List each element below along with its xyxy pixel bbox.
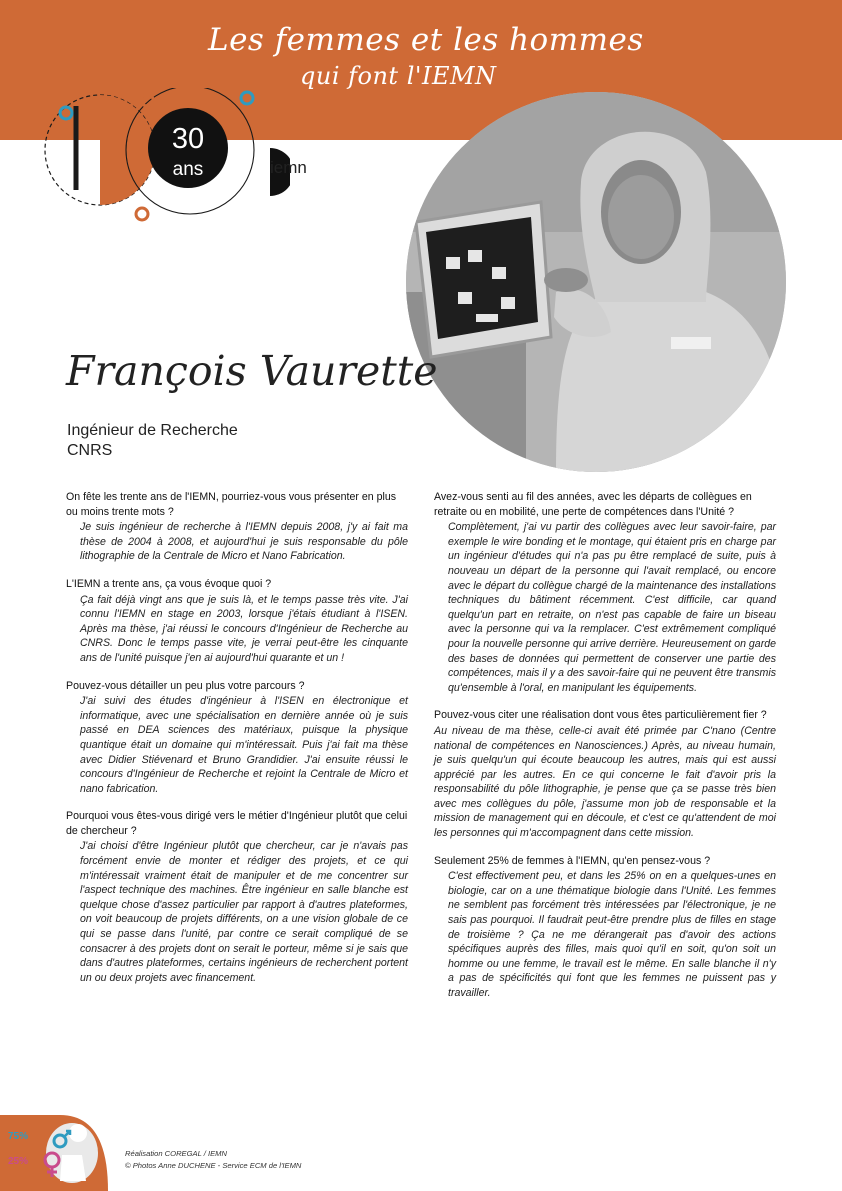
stat-women: 25%: [8, 1156, 29, 1167]
answer: J'ai suivi des études d'ingénieur à l'ISEN en électronique et informatique, avec une spécialisation en dernière année où je suis passé en DEA sciences des matériaux, puisque la physique quantique était un domaine qui m'intéressait. Puis j'ai fait ma thèse avec Didier Stiévenard et Bruno Grandidier. J'ai ensuite réussi le concours d'Ingénieur de Recherche et rejoint la Centrale de Micro et nano fabrication.: [80, 695, 408, 795]
answer: J'ai choisi d'être Ingénieur plutôt que chercheur, car je n'avais pas forcément envie de monter et rédiger des projets, et ce qui m'intéressait vraiment était de manipuler et de me concentrer sur l'aspect technique des machines. Être ingénieur en salle blanche est quelque chose d'assez particulier par rapport à d'autres plateformes, on voit beaucoup de projets différents, on a une vision globale de ce qui se passe dans l'unité, par contre ce serait compliqué de se consacrer à des projets dont on serait le porteur, même si je sais que dans d'autres plateformes, certains ingénieurs de recherchent portent un ou deux projets avec financement.: [80, 840, 408, 984]
person-name: François Vaurette: [66, 347, 438, 395]
person-org: CNRS: [67, 442, 113, 459]
credit-realisation: Réalisation COREGAL / IEMN: [125, 1149, 227, 1158]
qa-block: [434, 854, 776, 1001]
answer: Ça fait déjà vingt ans que je suis là, et le temps passe très vite. J'ai connu l'IEMN en stage en 2003, lorsque j'étais étudiant à l'ISEN. Après ma thèse, j'ai réussi le concours d'Ingénieur de Recherche au CNRS. Donc le temps passe vite, je verrai peut-être les cinquante ans de l'unité puisque j'en ai aujourd'hui quarante et un !: [80, 593, 408, 664]
question: On fête les trente ans de l'IEMN, pourriez-vous vous présenter en plus ou moins trente mots ?: [66, 491, 397, 518]
answer: Au niveau de ma thèse, celle-ci avait été primée par C'nano (Centre national de compétences en Nanosciences.) Après, au niveau humain, je suis quelqu'un qui écoute beaucoup les autres, mais qui est aussi apprécié par les autres. En ce qui concerne le fait d'avoir pris la responsabilité du pôle lithographie, je pense que ça se passe très bien avec mes collègues du pôle, j'assume mon job de responsable et la mission de management qui en découle, et c'est ce qu'attendent de moi les personnes qui m'accompagnent dans cette mission.: [434, 724, 776, 840]
question: Pouvez-vous détailler un peu plus votre parcours ?: [66, 679, 305, 692]
answer: Complètement, j'ai vu partir des collègues avec leur savoir-faire, par exemple le wire bonding et le montage, qui étaient pris en charge par un ingénieur d'études qui n'a pas pu être remplacé de suite, puis à nouveau un départ de la personne qui l'avait remplacé, ou encore avec le départ du collègue chargé de la maintenance des installations techniques du bâtiment récemment. C'est difficile, car quand quelqu'un part en retraite, on n'est pas capable de faire un biseau avec la personne qui va la remplacer. C'est extrêmement compliqué pour la nouvelle personne qui arrive derrière. Heureusement on garde des bases de données qui permettent de conserver une partie des compétences, mais il y a des savoir-faire qui ne peuvent être transmis qu'ensemble à l'oral, en manipulant les équipements.: [448, 521, 777, 694]
question: Seulement 25% de femmes à l'IEMN, qu'en pensez-vous ?: [434, 854, 711, 867]
question: Avez-vous senti au fil des années, avec les départs de collègues en retraite ou en mobilité, une perte de compétences dans l'Unité ?: [434, 491, 752, 518]
stat-men: 75%: [8, 1131, 29, 1142]
question: Pourquoi vous êtes-vous dirigé vers le métier d'Ingénieur plutôt que celui de chercheur ?: [66, 810, 408, 837]
interview-column-left: [66, 490, 408, 998]
answer: C'est effectivement peu, et dans les 25% on en a quelques-unes en biologie, car on a une thématique biologie dans l'Unité. Les femmes ne semblent pas forcément très intéressées par l'électronique, je ne sais pas pourquoi. Il faudrait peut-être prendre plus de filles en stage de troisième ? Ça ne me dérangerait pas d'avoir des actions spécifiques auprès des filles, mais quoi qu'il en soit, qu'on soit un homme ou une femme, le travail est le même. En salle blanche il n'y a pas de spécificités qui font que les femmes ne puissent pas y travailler.: [448, 870, 776, 999]
person-role: [67, 421, 238, 461]
qa-block: [434, 490, 776, 695]
question: L'IEMN a trente ans, ça vous évoque quoi ?: [66, 577, 272, 590]
qa-block: [66, 679, 408, 797]
portrait-photo: [406, 92, 786, 472]
interview-column-right: [434, 490, 776, 1014]
logo-word: ans: [172, 159, 204, 180]
qa-block: [66, 490, 408, 564]
qa-block: [66, 809, 408, 985]
gender-stat-graphic: [0, 1115, 110, 1191]
logo-number: 30: [171, 123, 205, 155]
credits: [125, 1148, 301, 1172]
qa-block: [434, 708, 776, 840]
banner-title-line2: qui font l'IEMN: [300, 62, 497, 90]
banner-title-line1: Les femmes et les hommes: [208, 22, 644, 58]
qa-block: [66, 577, 408, 666]
answer: Je suis ingénieur de recherche à l'IEMN depuis 2008, j'y ai fait ma thèse de 2004 à 2008, et aujourd'hui je suis responsable du pôle lithographie de la Centrale de Micro et Nano Fabrication.: [80, 521, 408, 563]
person-title: Ingénieur de Recherche: [67, 422, 238, 439]
question: Pouvez-vous citer une réalisation dont vous êtes particulièrement fier ?: [434, 709, 767, 722]
logo-brand: iemn: [270, 158, 307, 177]
credit-photos: © Photos Anne DUCHENE - Service ECM de l'IEMN: [125, 1161, 302, 1170]
